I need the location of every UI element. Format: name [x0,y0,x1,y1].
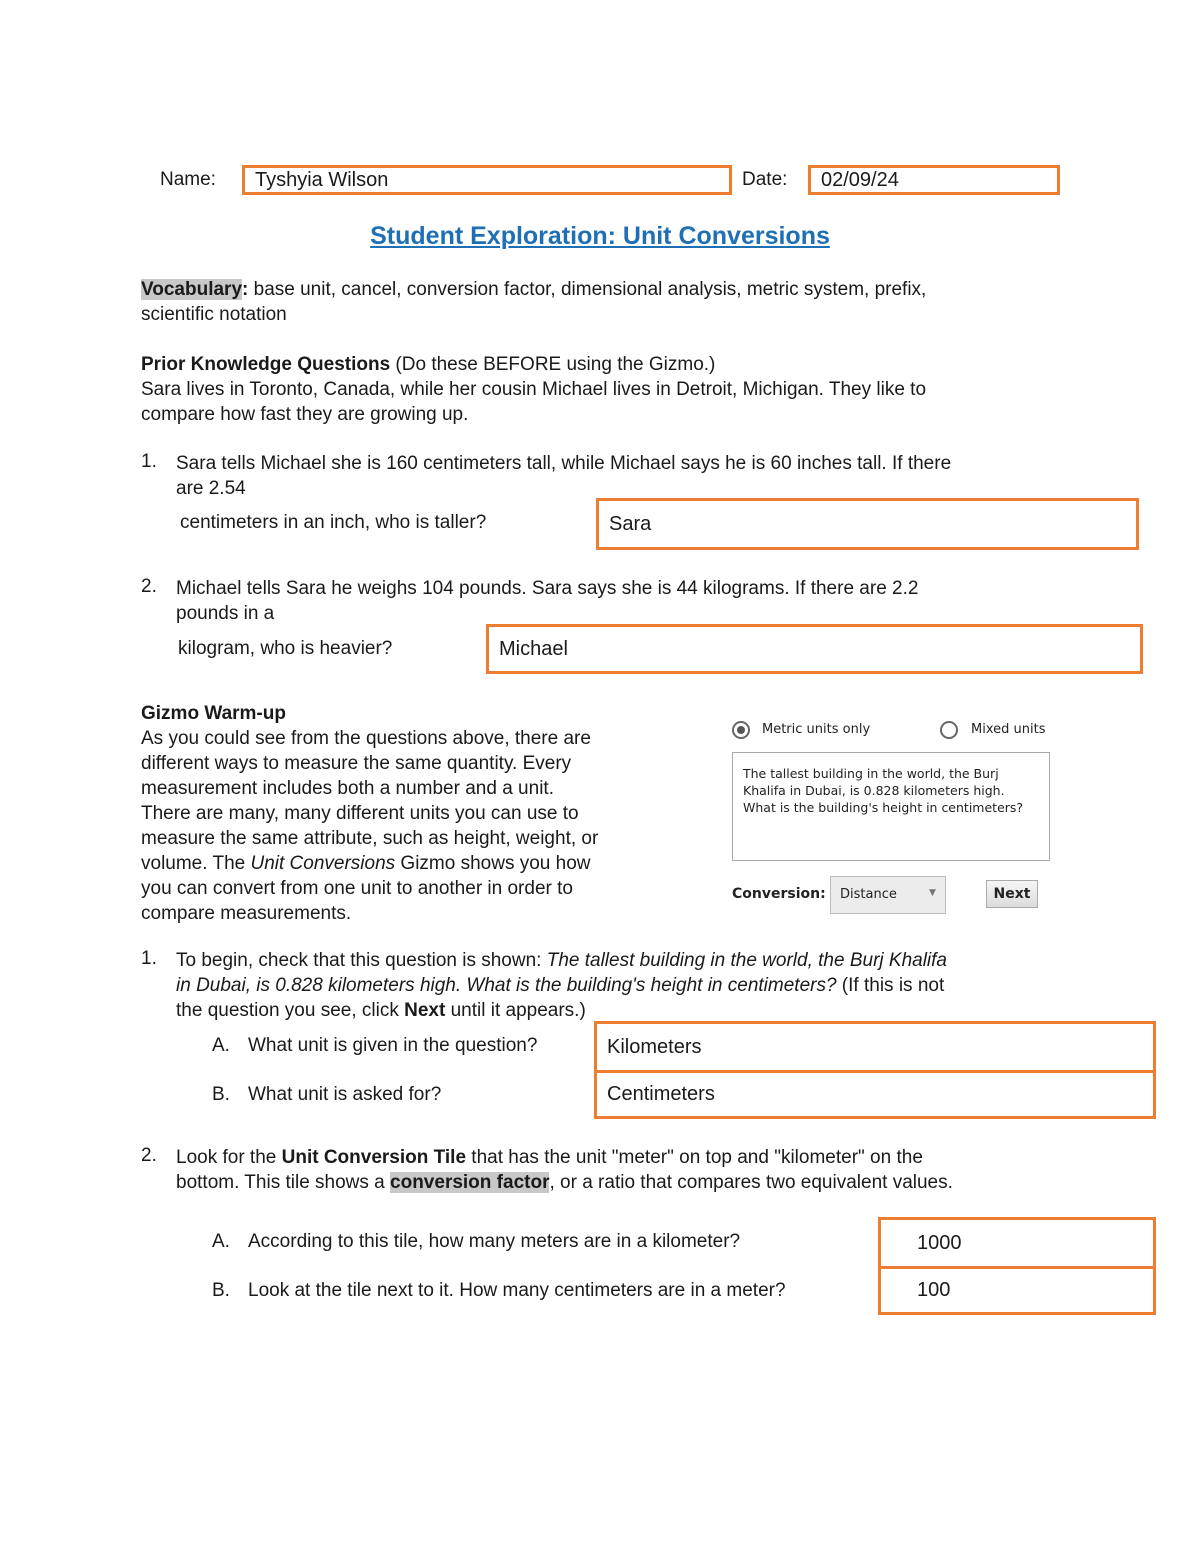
prior-heading: Prior Knowledge Questions [141,354,391,375]
warmup-q1a-label: A. [212,1035,230,1056]
radio-metric-units[interactable] [732,721,750,739]
radio-mixed-units[interactable] [940,721,958,739]
chevron-down-icon: ▼ [929,888,936,898]
warmup-heading: Gizmo Warm-up [141,703,286,724]
gizmo-question-box: The tallest building in the world, the Burj Khalifa in Dubai, is 0.828 kilometers high. What is the building's height in centimeters? [732,752,1050,861]
prior-intro: Sara lives in Toronto, Canada, while her cousin Michael lives in Detroit, Michigan. They like to [141,379,927,400]
warmup-q1a-text: What unit is given in the question? [248,1035,538,1056]
prior-q2-prompt: kilogram, who is heavier? [178,638,393,659]
prior-q1-number: 1. [141,451,157,472]
warmup-q2-text: Look for the Unit Conversion Tile that has the unit "meter" on top and "kilometer" on the bottom. This tile shows a conversion factor, or a ratio that compares two equivalent values. [176,1147,953,1193]
warmup-q1-number: 1. [141,948,157,969]
prior-q1-text: Sara tells Michael she is 160 centimeters tall, while Michael says he is 60 inches tall. If there are 2.54 [176,453,952,499]
conversion-label: Conversion: [732,886,826,902]
conversion-factor-term: conversion factor [390,1172,550,1193]
vocabulary-block: Vocabulary: base unit, cancel, conversion factor, dimensional analysis, metric system, prefix, scientific notation [141,279,927,325]
vocabulary-terms: base unit, cancel, conversion factor, dimensional analysis, metric system, prefix, [248,279,927,300]
next-button[interactable]: Next [986,880,1038,908]
page-title: Student Exploration: Unit Conversions [370,222,830,250]
vocabulary-label: Vocabulary [141,279,243,300]
conversion-select-value: Distance [840,887,897,902]
date-label: Date: [742,169,788,190]
warmup-q2b-text: Look at the tile next to it. How many centimeters are in a meter? [248,1280,786,1301]
prior-knowledge-block: Prior Knowledge Questions (Do these BEFORE using the Gizmo.) Sara lives in Toronto, Canada, while her cousin Michael lives in Detroit, Michigan. They like to compare how fast they are growing up. [141,352,1101,427]
prior-q2-answer[interactable]: Michael [486,624,1143,674]
radio-mixed-label: Mixed units [971,722,1046,737]
prior-q2-number: 2. [141,576,157,597]
name-label: Name: [160,169,216,190]
warmup-q2a-label: A. [212,1231,230,1252]
radio-metric-label: Metric units only [762,722,871,737]
warmup-q2-number: 2. [141,1145,157,1166]
name-field[interactable]: Tyshyia Wilson [242,165,732,195]
warmup-q1-text: To begin, check that this question is shown: The tallest building in the world, the Burj Khalifa in Dubai, is 0.828 kilometers high. What is the building's height in centimeters? (If this is not the question you see, click Next until it appears.) [176,950,947,1021]
warmup-q2b-label: B. [212,1280,230,1301]
warmup-block: Gizmo Warm-up As you could see from the questions above, there are different ways to measure the same quantity. Every measurement includes both a number and a unit. There are many, many different units you can use to measure the same attribute, such as height, weight, or volume. The Unit Conversions Gizmo shows you how you can convert from one unit to another in order to compare measurements. [141,701,681,926]
warmup-q1b-text: What unit is asked for? [248,1084,442,1105]
prior-q1-prompt: centimeters in an inch, who is taller? [180,512,487,533]
gizmo-widget [730,716,1060,916]
warmup-q2b-answer[interactable]: 100 [878,1266,1156,1315]
warmup-q1b-label: B. [212,1084,230,1105]
date-field[interactable]: 02/09/24 [808,165,1060,195]
warmup-q2a-answer[interactable]: 1000 [878,1217,1156,1269]
prior-q1-answer[interactable]: Sara [596,498,1139,550]
warmup-q2a-text: According to this tile, how many meters are in a kilometer? [248,1231,741,1252]
warmup-q1b-answer[interactable]: Centimeters [594,1070,1156,1119]
prior-q2-text: Michael tells Sara he weighs 104 pounds. Sara says she is 44 kilograms. If there are 2.2 pounds in a [176,578,919,624]
warmup-q1a-answer[interactable]: Kilometers [594,1021,1156,1073]
conversion-select[interactable] [830,876,946,914]
